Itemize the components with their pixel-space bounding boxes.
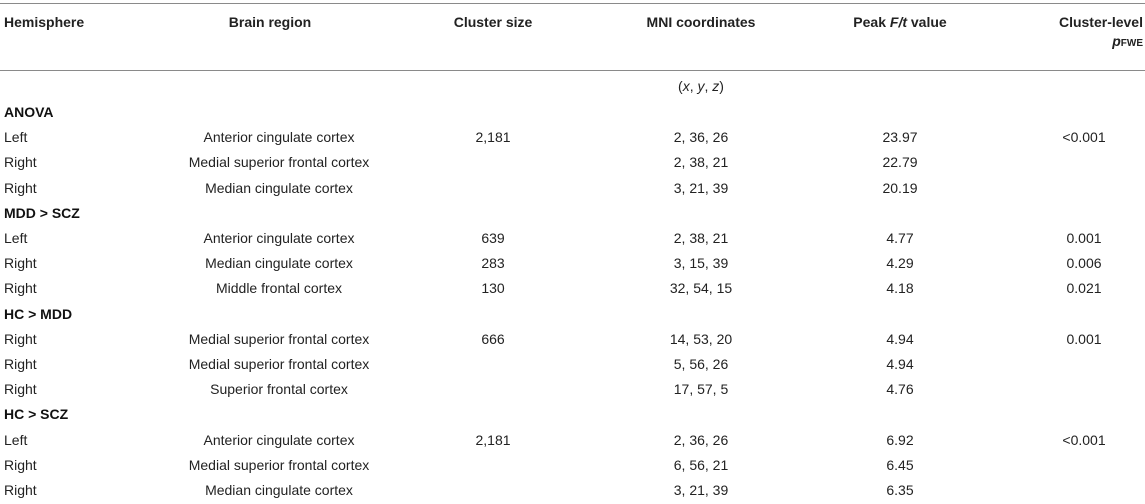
cell-mni-coordinates: 14, 53, 20 xyxy=(669,330,733,347)
header-peak-suffix: value xyxy=(907,14,947,30)
cell-peak-value: 23.97 xyxy=(882,129,918,146)
cell-brain-region: Anterior cingulate cortex xyxy=(203,431,355,448)
cell-mni-coordinates: 17, 57, 5 xyxy=(673,381,729,398)
section-row xyxy=(0,402,1145,427)
cell-cluster-p: <0.001 xyxy=(1062,129,1106,146)
cell-mni-coordinates: 2, 38, 21 xyxy=(673,154,729,171)
cell-brain-region: Superior frontal cortex xyxy=(210,381,348,398)
table-row xyxy=(0,150,1145,175)
cell-brain-region: Median cingulate cortex xyxy=(205,482,353,498)
header-brain-region: Brain region xyxy=(228,14,312,30)
cell-hemisphere: Left xyxy=(4,431,28,448)
header-cluster-level-label: Cluster-level xyxy=(1058,14,1143,30)
mni-units-open: ( xyxy=(678,78,683,94)
table-top-rule xyxy=(0,3,1145,4)
cell-hemisphere: Right xyxy=(4,456,37,473)
cell-cluster-size: 666 xyxy=(481,330,505,347)
cell-mni-coordinates: 2, 38, 21 xyxy=(673,230,729,246)
cell-hemisphere: Left xyxy=(4,129,28,146)
header-cluster-level xyxy=(1059,13,1143,53)
cell-hemisphere: Right xyxy=(4,280,37,297)
cell-cluster-p: <0.001 xyxy=(1062,431,1106,448)
mni-units-sep2: , xyxy=(704,78,713,94)
table-row xyxy=(0,276,1145,301)
section-label: HC > MDD xyxy=(4,305,73,322)
cell-hemisphere: Right xyxy=(4,154,37,171)
cell-mni-coordinates: 3, 21, 39 xyxy=(673,179,729,196)
header-cluster-size: Cluster size xyxy=(453,14,533,30)
cell-mni-coordinates: 2, 36, 26 xyxy=(673,431,729,448)
cell-peak-value: 4.94 xyxy=(886,356,914,372)
header-mni-coordinates: MNI coordinates xyxy=(646,14,756,30)
cell-cluster-size: 2,181 xyxy=(475,431,511,448)
cell-cluster-size: 2,181 xyxy=(475,129,511,146)
table-row xyxy=(0,125,1145,150)
header-peak-prefix: Peak xyxy=(853,14,890,30)
cell-peak-value: 20.19 xyxy=(882,179,918,196)
cell-peak-value: 22.79 xyxy=(882,154,918,171)
section-label: HC > SCZ xyxy=(4,406,69,423)
header-peak-value xyxy=(853,13,946,32)
cell-brain-region: Median cingulate cortex xyxy=(205,255,353,272)
cell-mni-coordinates: 6, 56, 21 xyxy=(673,456,729,473)
cell-hemisphere: Right xyxy=(4,330,37,347)
mni-units-x: x xyxy=(682,78,690,94)
cell-cluster-size: 130 xyxy=(481,280,505,297)
cell-hemisphere: Right xyxy=(4,381,37,398)
table-row xyxy=(0,428,1145,453)
cell-cluster-p: 0.006 xyxy=(1066,255,1102,272)
table-row xyxy=(0,377,1145,402)
cell-peak-value: 6.35 xyxy=(886,482,914,498)
header-p-italic: p xyxy=(1112,33,1121,49)
cell-mni-coordinates: 3, 15, 39 xyxy=(673,255,729,272)
cell-brain-region: Median cingulate cortex xyxy=(205,179,353,196)
mni-units-close: ) xyxy=(719,78,724,94)
section-row xyxy=(0,100,1145,125)
section-row xyxy=(0,201,1145,226)
cell-peak-value: 4.77 xyxy=(886,230,914,246)
cell-mni-coordinates: 3, 21, 39 xyxy=(673,482,729,498)
cell-cluster-p: 0.001 xyxy=(1066,330,1102,347)
cell-peak-value: 6.45 xyxy=(886,456,914,473)
section-label: MDD > SCZ xyxy=(4,204,80,221)
cell-mni-coordinates: 2, 36, 26 xyxy=(673,129,729,146)
table-row xyxy=(0,453,1145,478)
cell-brain-region: Anterior cingulate cortex xyxy=(203,230,355,246)
cell-peak-value: 4.18 xyxy=(886,280,914,297)
section-row xyxy=(0,302,1145,327)
cell-peak-value: 6.92 xyxy=(886,431,914,448)
table-header-rule xyxy=(0,70,1145,71)
mni-units-z: z xyxy=(712,78,720,94)
cell-mni-coordinates: 32, 54, 15 xyxy=(669,280,733,297)
mni-units-sep1: , xyxy=(689,78,698,94)
cell-brain-region: Medial superior frontal cortex xyxy=(188,356,370,372)
cell-hemisphere: Right xyxy=(4,255,37,272)
section-label: ANOVA xyxy=(4,104,54,120)
cell-peak-value: 4.94 xyxy=(886,330,914,347)
cell-brain-region: Medial superior frontal cortex xyxy=(188,330,370,347)
mni-units xyxy=(678,78,724,94)
header-peak-italic: F/t xyxy=(889,14,907,30)
cell-cluster-size: 283 xyxy=(481,255,505,272)
cell-brain-region: Anterior cingulate cortex xyxy=(203,129,355,146)
table-row xyxy=(0,226,1145,251)
cell-hemisphere: Right xyxy=(4,356,37,372)
cell-hemisphere: Right xyxy=(4,179,37,196)
table-row xyxy=(0,176,1145,201)
table-row xyxy=(0,327,1145,352)
table-row xyxy=(0,478,1145,503)
cell-cluster-p: 0.021 xyxy=(1066,280,1102,297)
cell-hemisphere: Right xyxy=(4,482,37,498)
cell-brain-region: Middle frontal cortex xyxy=(215,280,343,297)
cell-peak-value: 4.29 xyxy=(886,255,914,272)
cell-cluster-p: 0.001 xyxy=(1066,230,1102,246)
header-p-sub: FWE xyxy=(1120,38,1143,49)
table-row xyxy=(0,352,1145,377)
header-hemisphere: Hemisphere xyxy=(4,14,85,30)
cell-cluster-size: 639 xyxy=(481,230,505,246)
table-row xyxy=(0,251,1145,276)
cell-brain-region: Medial superior frontal cortex xyxy=(188,456,370,473)
cell-peak-value: 4.76 xyxy=(886,381,914,398)
cell-mni-coordinates: 5, 56, 26 xyxy=(673,356,729,372)
mni-units-y: y xyxy=(697,78,705,94)
cell-brain-region: Medial superior frontal cortex xyxy=(188,154,370,171)
cell-hemisphere: Left xyxy=(4,230,28,246)
